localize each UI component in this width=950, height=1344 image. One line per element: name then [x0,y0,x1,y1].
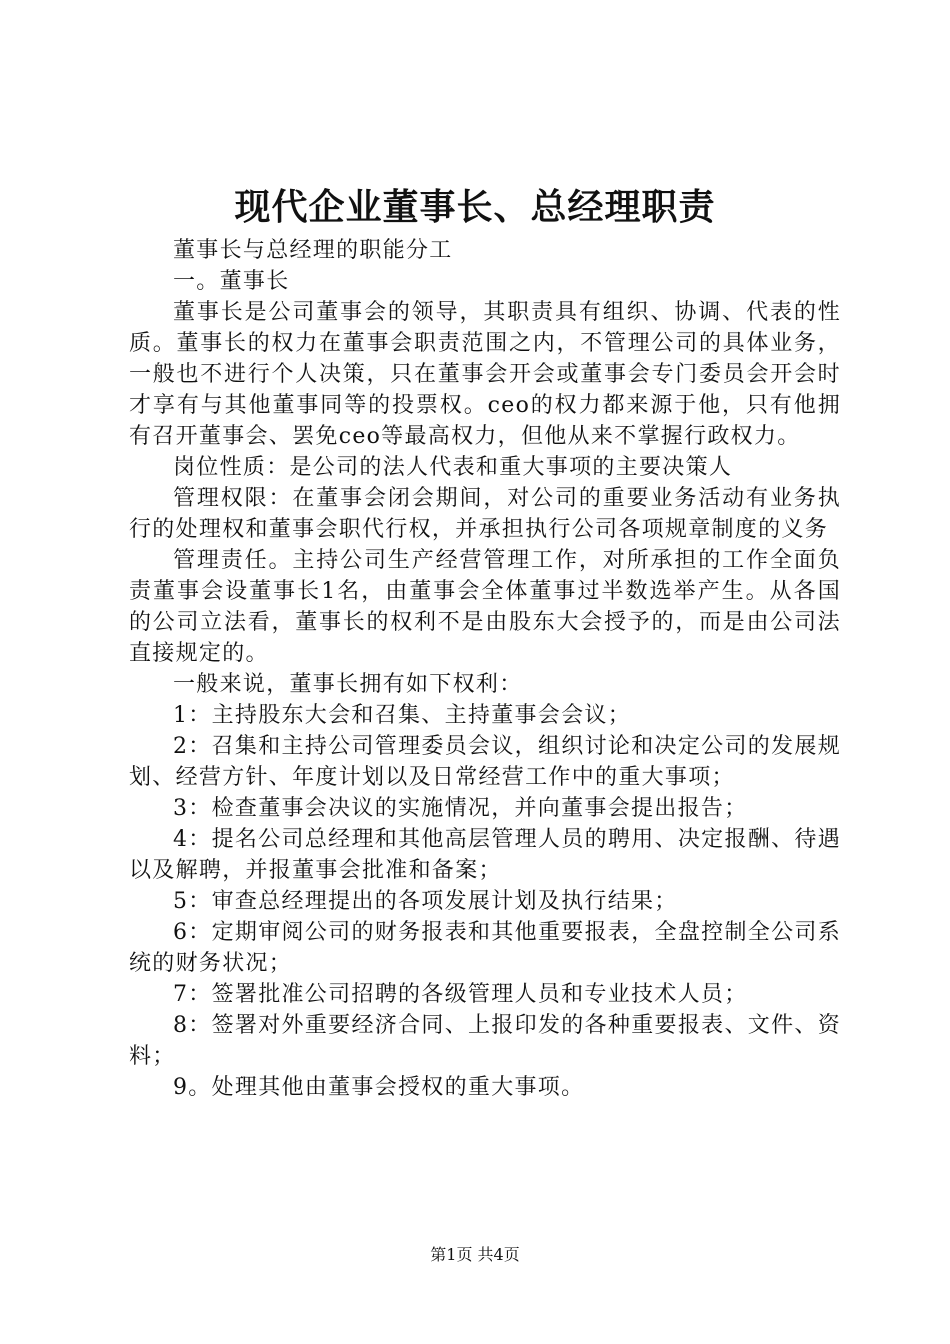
list-item-2: 2：召集和主持公司管理委员会议，组织讨论和决定公司的发展规划、经营方针、年度计划以及日常经营工作中的重大事项； [129,734,841,790]
paragraph-subtitle: 董事长与总经理的职能分工 [173,238,453,263]
list-item-6: 6：定期审阅公司的财务报表和其他重要报表，全盘控制全公司系统的财务状况； [129,920,841,976]
document-body [129,235,841,1103]
paragraph-rights-intro: 一般来说，董事长拥有如下权利： [173,672,523,697]
list-item-9: 9。处理其他由董事会授权的重大事项。 [173,1075,585,1100]
list-item-4: 4：提名公司总经理和其他高层管理人员的聘用、决定报酬、待遇以及解聘，并报董事会批准和备案； [129,827,841,883]
list-item-7: 7：签署批准公司招聘的各级管理人员和专业技术人员； [173,982,748,1007]
document-title: 现代企业董事长、总经理职责 [234,187,716,228]
paragraph-management-authority: 管理权限：在董事会闭会期间，对公司的重要业务活动有业务执行的处理权和董事会职代行权，并承担执行公司各项规章制度的义务 [129,486,841,542]
list-item-8: 8：签署对外重要经济合同、上报印发的各种重要报表、文件、资料； [129,1013,841,1069]
list-item-1: 1：主持股东大会和召集、主持董事会会议； [173,703,631,728]
paragraph-chairman-role: 董事长是公司董事会的领导，其职责具有组织、协调、代表的性质。董事长的权力在董事会职责范围之内，不管理公司的具体业务，一般也不进行个人决策，只在董事会开会或董事会专门委员会开会时才享有与其他董事同等的投票权。ceo的权力都来源于他，只有他拥有召开董事会、罢免ceo等最高权力，但他从来不掌握行政权力。 [129,300,841,449]
paragraph-position-nature: 岗位性质：是公司的法人代表和重大事项的主要决策人 [173,455,733,480]
page-footer: 第1页 共4页 [430,1245,520,1264]
paragraph-management-responsibility: 管理责任。主持公司生产经营管理工作，对所承担的工作全面负责董事会设董事长1名，由董事会全体董事过半数选举产生。从各国的公司立法看，董事长的权利不是由股东大会授予的，而是由公司法直接规定的。 [129,548,841,666]
list-item-5: 5：审查总经理提出的各项发展计划及执行结果； [173,889,678,914]
list-item-3: 3：检查董事会决议的实施情况，并向董事会提出报告； [173,796,748,821]
paragraph-section-heading: 一。董事长 [173,269,290,294]
